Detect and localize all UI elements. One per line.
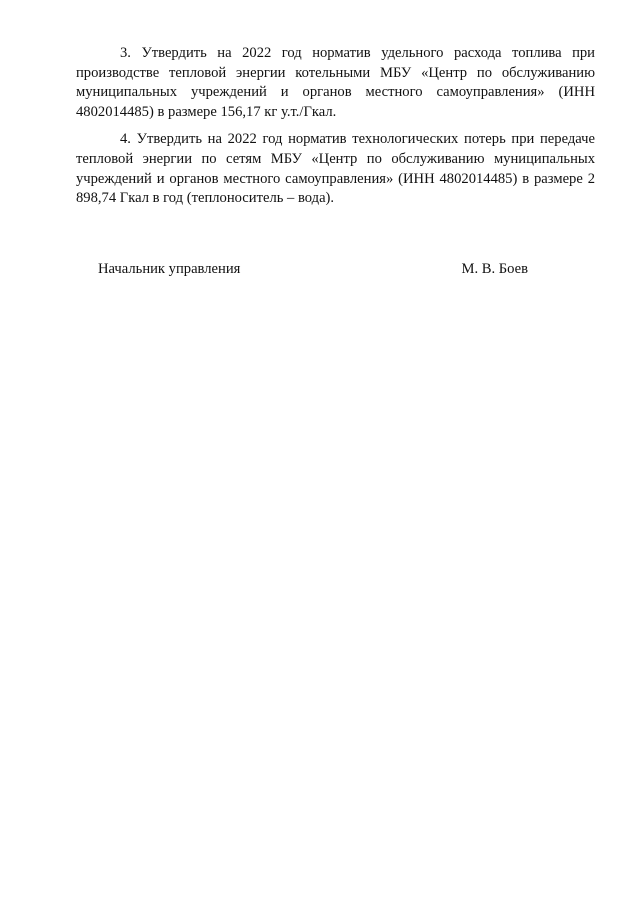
paragraph-item-3: 3. Утвердить на 2022 год норматив удельного расхода топлива при производстве тепловой энергии котельными МБУ «Центр по обслуживанию муниципальных учреждений и органов местного самоуправления» (ИНН 4802014485) в размере 156,17 кг у.т./Гкал.	[76, 45, 595, 120]
document-body	[76, 44, 595, 217]
paragraph-item-4: 4. Утвердить на 2022 год норматив технологических потерь при передаче тепловой энергии по сетям МБУ «Центр по обслуживанию муниципальных учреждений и органов местного самоуправления» (ИНН 4802014485) в размере 2 898,74 Гкал в год (теплоноситель – вода).	[76, 131, 595, 207]
signatory-name: М. В. Боев	[461, 261, 528, 277]
signatory-position: Начальник управления	[98, 261, 241, 277]
